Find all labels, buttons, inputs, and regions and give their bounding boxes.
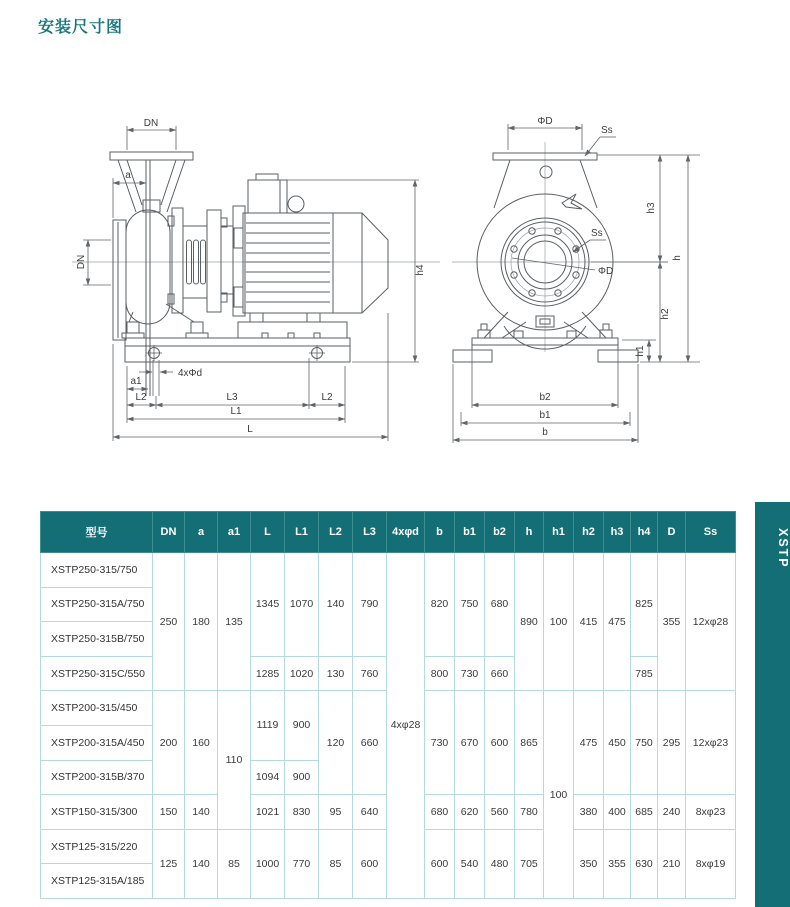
cell-h1: 100 bbox=[544, 691, 574, 899]
cell-l: 1345 bbox=[251, 553, 285, 657]
dim-label-h3: h3 bbox=[646, 202, 657, 214]
cell-d: 210 bbox=[658, 829, 686, 898]
cell-h4: 630 bbox=[631, 829, 658, 898]
cell-a: 160 bbox=[185, 691, 218, 795]
cell-h4: 750 bbox=[631, 691, 658, 795]
header-a: a bbox=[185, 512, 218, 553]
cell-ss: 8xφ19 bbox=[686, 829, 736, 898]
cell-model: XSTP250-315C/550 bbox=[41, 656, 153, 691]
page-title: 安装尺寸图 bbox=[38, 19, 124, 36]
cell-l3: 660 bbox=[353, 691, 387, 795]
cell-a1: 110 bbox=[218, 691, 251, 829]
cell-h: 865 bbox=[515, 691, 544, 795]
cell-model: XSTP250-315B/750 bbox=[41, 622, 153, 657]
pump-end-view bbox=[452, 116, 700, 443]
cell-a: 180 bbox=[185, 553, 218, 691]
side-tab-label: XSTP bbox=[776, 528, 790, 569]
cell-b2: 680 bbox=[485, 553, 515, 657]
cell-d: 240 bbox=[658, 795, 686, 830]
dim-label-ss-bolt: Ss bbox=[591, 228, 603, 239]
dim-label-a1: a1 bbox=[130, 376, 142, 387]
header-l2: L2 bbox=[319, 512, 353, 553]
pump-side-view bbox=[72, 118, 440, 441]
cell-h2: 350 bbox=[574, 829, 604, 898]
dim-label-l2-left: L2 bbox=[135, 392, 147, 403]
dim-label-dn-top: DN bbox=[143, 118, 159, 129]
cell-h3: 450 bbox=[604, 691, 631, 795]
dimension-table bbox=[40, 511, 736, 899]
cell-b2: 660 bbox=[485, 656, 515, 691]
cell-b2: 480 bbox=[485, 829, 515, 898]
cell-l2: 140 bbox=[319, 553, 353, 657]
cell-model: XSTP200-315/450 bbox=[41, 691, 153, 726]
table-row bbox=[41, 553, 736, 588]
cell-l: 1119 bbox=[251, 691, 285, 760]
cell-b: 730 bbox=[425, 691, 455, 795]
cell-dn: 125 bbox=[153, 829, 185, 898]
installation-dimension-drawing bbox=[40, 100, 760, 450]
cell-h: 780 bbox=[515, 795, 544, 830]
dim-label-h2: h2 bbox=[660, 308, 671, 320]
side-tab-xstp bbox=[755, 502, 790, 907]
cell-model: XSTP125-315A/185 bbox=[41, 864, 153, 899]
cell-h: 705 bbox=[515, 829, 544, 898]
cell-l1: 1070 bbox=[285, 553, 319, 657]
cell-h3: 355 bbox=[604, 829, 631, 898]
header-h3: h3 bbox=[604, 512, 631, 553]
motor-eyebolt bbox=[288, 196, 304, 212]
header-h1: h1 bbox=[544, 512, 574, 553]
cell-l: 1285 bbox=[251, 656, 285, 691]
cell-model: XSTP200-315A/450 bbox=[41, 725, 153, 760]
header-a1: a1 bbox=[218, 512, 251, 553]
header-dn: DN bbox=[153, 512, 185, 553]
cell-l: 1094 bbox=[251, 760, 285, 795]
dim-label-l3: L3 bbox=[226, 392, 238, 403]
cell-h2: 475 bbox=[574, 691, 604, 795]
cell-l2: 130 bbox=[319, 656, 353, 691]
cell-l: 1021 bbox=[251, 795, 285, 830]
motor-terminal-box bbox=[248, 180, 287, 213]
header-h2: h2 bbox=[574, 512, 604, 553]
cell-model: XSTP250-315/750 bbox=[41, 553, 153, 588]
dim-label-dn-side: DN bbox=[76, 254, 87, 270]
cell-a: 140 bbox=[185, 829, 218, 898]
header-d: D bbox=[658, 512, 686, 553]
cell-b: 600 bbox=[425, 829, 455, 898]
motor-fan-cover bbox=[333, 213, 388, 313]
cell-dn: 250 bbox=[153, 553, 185, 691]
cell-h3: 475 bbox=[604, 553, 631, 691]
dim-label-l: L bbox=[247, 424, 253, 435]
cell-l3: 760 bbox=[353, 656, 387, 691]
cell-b1: 670 bbox=[455, 691, 485, 795]
cell-h: 890 bbox=[515, 553, 544, 691]
header-h: h bbox=[515, 512, 544, 553]
cell-h4: 785 bbox=[631, 656, 658, 691]
cell-ss: 12xφ23 bbox=[686, 691, 736, 795]
cell-b1: 730 bbox=[455, 656, 485, 691]
cell-h2: 415 bbox=[574, 553, 604, 691]
cell-dn: 200 bbox=[153, 691, 185, 795]
cell-l2: 95 bbox=[319, 795, 353, 830]
cell-ss: 8xφ23 bbox=[686, 795, 736, 830]
cell-b1: 620 bbox=[455, 795, 485, 830]
cell-l3: 640 bbox=[353, 795, 387, 830]
header-ss: Ss bbox=[686, 512, 736, 553]
cell-h1: 100 bbox=[544, 553, 574, 691]
header-model: 型号 bbox=[41, 512, 153, 553]
cell-d: 355 bbox=[658, 553, 686, 691]
cell-l1: 830 bbox=[285, 795, 319, 830]
header-b: b bbox=[425, 512, 455, 553]
dim-label-h1: h1 bbox=[635, 345, 646, 357]
header-h4: h4 bbox=[631, 512, 658, 553]
cell-model: XSTP150-315/300 bbox=[41, 795, 153, 830]
dim-label-l2-right: L2 bbox=[321, 392, 333, 403]
cell-dn: 150 bbox=[153, 795, 185, 830]
cell-l3: 600 bbox=[353, 829, 387, 898]
dim-label-od-bolt: ΦD bbox=[598, 266, 614, 277]
dim-label-a: a bbox=[125, 170, 131, 181]
cell-model: XSTP250-315A/750 bbox=[41, 587, 153, 622]
cell-b1: 540 bbox=[455, 829, 485, 898]
header-b1: b1 bbox=[455, 512, 485, 553]
cell-l1: 770 bbox=[285, 829, 319, 898]
cell-l3: 790 bbox=[353, 553, 387, 657]
header-b2: b2 bbox=[485, 512, 515, 553]
cell-l1: 900 bbox=[285, 691, 319, 760]
cell-l: 1000 bbox=[251, 829, 285, 898]
cell-a: 140 bbox=[185, 795, 218, 830]
cell-b2: 560 bbox=[485, 795, 515, 830]
dim-label-b1: b1 bbox=[539, 410, 551, 421]
dim-label-h4: h4 bbox=[415, 264, 426, 276]
cell-h3: 400 bbox=[604, 795, 631, 830]
header-4xpd: 4xφd bbox=[387, 512, 425, 553]
brand-logo-mark bbox=[562, 194, 582, 209]
cell-l2: 85 bbox=[319, 829, 353, 898]
cell-b: 800 bbox=[425, 656, 455, 691]
cell-d: 295 bbox=[658, 691, 686, 795]
cell-4xpd: 4xφ28 bbox=[387, 553, 425, 899]
header-l3: L3 bbox=[353, 512, 387, 553]
cell-l2: 120 bbox=[319, 691, 353, 795]
cell-b1: 750 bbox=[455, 553, 485, 657]
cell-l1: 900 bbox=[285, 760, 319, 795]
cell-h4: 685 bbox=[631, 795, 658, 830]
cell-model: XSTP125-315/220 bbox=[41, 829, 153, 864]
anchor-bolt-symbol bbox=[146, 345, 325, 361]
cell-b2: 600 bbox=[485, 691, 515, 795]
cell-a1: 135 bbox=[218, 553, 251, 691]
cell-a1: 85 bbox=[218, 829, 251, 898]
dim-label-od-top: ΦD bbox=[537, 116, 553, 127]
cell-l1: 1020 bbox=[285, 656, 319, 691]
cell-model: XSTP200-315B/370 bbox=[41, 760, 153, 795]
cell-h4: 825 bbox=[631, 553, 658, 657]
dim-label-h: h bbox=[672, 255, 683, 261]
cell-b: 680 bbox=[425, 795, 455, 830]
cell-h2: 380 bbox=[574, 795, 604, 830]
table-header-row bbox=[41, 512, 736, 553]
cell-ss: 12xφ28 bbox=[686, 553, 736, 691]
dim-label-b2: b2 bbox=[539, 392, 551, 403]
dim-label-b: b bbox=[542, 427, 548, 438]
dim-label-4xpd: 4xΦd bbox=[178, 368, 203, 379]
dim-label-l1: L1 bbox=[230, 406, 242, 417]
header-l: L bbox=[251, 512, 285, 553]
cell-b: 820 bbox=[425, 553, 455, 657]
header-l1: L1 bbox=[285, 512, 319, 553]
dim-label-ss-top: Ss bbox=[601, 125, 613, 136]
